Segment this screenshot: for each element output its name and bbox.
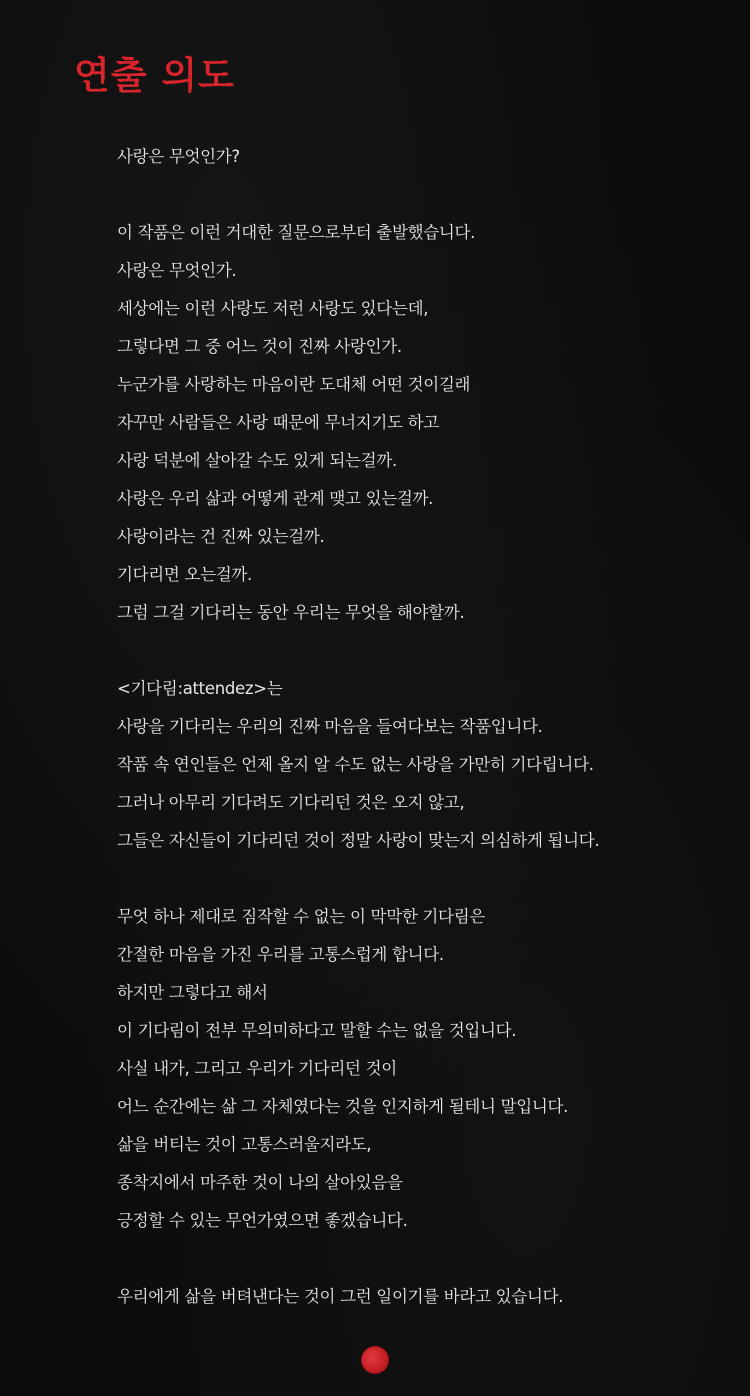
statement-body [117,138,717,1316]
text-line: <기다림:attendez>는 [117,679,283,698]
text-line: 무엇 하나 제대로 짐작할 수 없는 이 막막한 기다림은 [117,907,485,926]
text-line: 기다리면 오는걸까. [117,565,253,584]
paragraph [117,138,717,176]
text-line: 사랑은 무엇인가? [117,147,240,166]
text-line: 자꾸만 사람들은 사랑 때문에 무너지기도 하고 [117,413,439,432]
text-line: 이 작품은 이런 거대한 질문으로부터 출발했습니다. [117,223,476,242]
paragraph [117,1278,717,1316]
text-line: 그렇다면 그 중 어느 것이 진짜 사랑인가. [117,337,402,356]
text-line: 사랑 덕분에 살아갈 수도 있게 되는걸까. [117,451,397,470]
text-line: 간절한 마음을 가진 우리를 고통스럽게 합니다. [117,945,444,964]
text-line: 누군가를 사랑하는 마음이란 도대체 어떤 것이길래 [117,375,471,394]
text-line: 긍정할 수 있는 무언가였으면 좋겠습니다. [117,1211,408,1230]
paragraph-spacer [117,1240,717,1278]
paragraph-spacer [117,860,717,898]
text-line: 세상에는 이런 사랑도 저런 사랑도 있다는데, [117,299,429,318]
text-line: 그러나 아무리 기다려도 기다리던 것은 오지 않고, [117,793,465,812]
text-line: 사랑이라는 건 진짜 있는걸까. [117,527,325,546]
page-title: 연출 의도 [74,54,235,97]
text-line: 종착지에서 마주한 것이 나의 살아있음을 [117,1173,403,1192]
paragraph [117,214,717,632]
red-seal-icon [361,1346,389,1374]
paragraph-spacer [117,176,717,214]
text-line: 사랑은 우리 삶과 어떻게 관계 맺고 있는걸까. [117,489,434,508]
text-line: 하지만 그렇다고 해서 [117,983,268,1002]
paragraph [117,670,717,860]
text-line: 이 기다림이 전부 무의미하다고 말할 수는 없을 것입니다. [117,1021,517,1040]
text-line: 작품 속 연인들은 언제 올지 알 수도 없는 사랑을 가만히 기다립니다. [117,755,594,774]
text-line: 사랑은 무엇인가. [117,261,237,280]
text-line: 우리에게 삶을 버텨낸다는 것이 그런 일이기를 바라고 있습니다. [117,1287,564,1306]
text-line: 사랑을 기다리는 우리의 진짜 마음을 들여다보는 작품입니다. [117,717,543,736]
text-line: 그들은 자신들이 기다리던 것이 정말 사랑이 맞는지 의심하게 됩니다. [117,831,600,850]
text-line: 삶을 버티는 것이 고통스러울지라도, [117,1135,372,1154]
paragraph-spacer [117,632,717,670]
paragraph [117,898,717,1240]
text-line: 그럼 그걸 기다리는 동안 우리는 무엇을 해야할까. [117,603,465,622]
text-line: 어느 순간에는 삶 그 자체였다는 것을 인지하게 될테니 말입니다. [117,1097,569,1116]
text-line: 사실 내가, 그리고 우리가 기다리던 것이 [117,1059,397,1078]
